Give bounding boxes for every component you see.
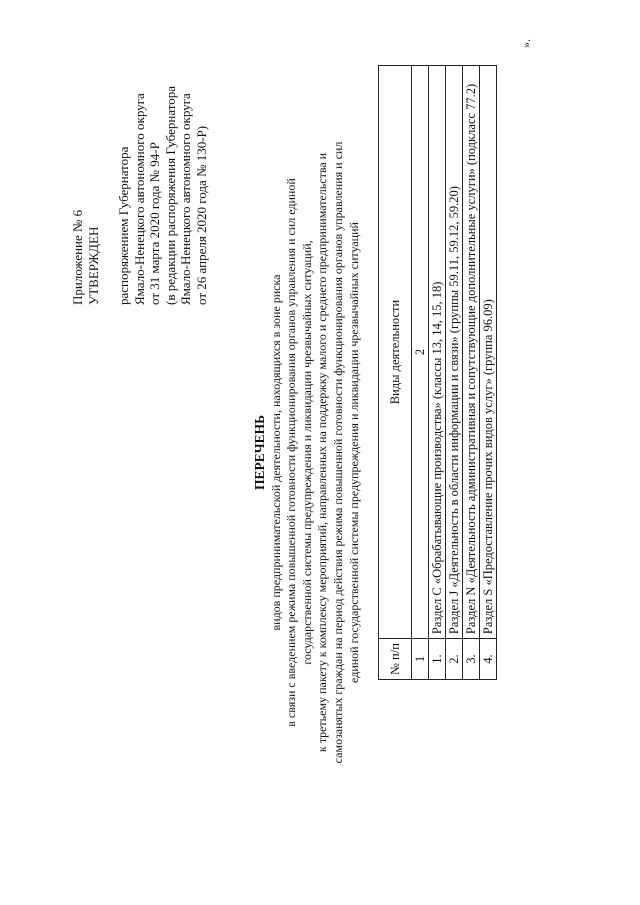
table-header-row	[379, 66, 412, 680]
subtitle-line: самозанятых граждан на период действия режима повышенной готовности функционирования органов управления и сил	[330, 141, 345, 764]
index-number: 1	[412, 639, 429, 680]
approval-stamp	[70, 86, 209, 305]
title-block	[252, 50, 362, 855]
closing-quote: ».	[519, 39, 533, 48]
activities-table	[378, 65, 497, 680]
subtitle-line: единой государственной системы предупреждения и ликвидации чрезвычайных ситуаций	[346, 222, 361, 683]
document-title: ПЕРЕЧЕНЬ	[252, 414, 267, 491]
decree-line: (в редакции распоряжения Губернатора	[162, 85, 178, 305]
approved-label: УТВЕРЖДЕН	[85, 226, 101, 305]
subtitle-line: в связи с введением режима повышенной готовности функционирования органов управления и сил единой	[284, 178, 299, 727]
row-activity: Раздел N «Деятельность административная и сопутствующие дополнительные услуги» (подкласс 77.2)	[463, 66, 480, 639]
header-number: № п/п	[379, 639, 412, 680]
table-row	[429, 66, 446, 680]
table-index-row	[412, 66, 429, 680]
table-row	[480, 66, 497, 680]
row-number: 3.	[463, 639, 480, 680]
decree-line: от 31 марта 2020 года № 94-Р	[147, 142, 162, 305]
decree-line: от 26 апреля 2020 года № 130-Р)	[193, 125, 209, 305]
index-activity: 2	[412, 66, 429, 639]
subtitle-line: видов предпринимательской деятельности, находящихся в зоне риска	[268, 274, 283, 631]
header-activity: Виды деятельности	[379, 66, 412, 639]
row-activity: Раздел J «Деятельность в области информации и связи» (группы 59.11, 59.12, 59.20)	[446, 66, 463, 639]
subtitle-line: государственной системы предупреждения и ликвидации чрезвычайных ситуаций,	[299, 240, 314, 665]
row-number: 1.	[429, 639, 446, 680]
row-number: 2.	[446, 639, 463, 680]
decree-line: Ямало-Ненецкого автономного округа	[131, 93, 147, 305]
row-activity: Раздел S «Предоставление прочих видов услуг» (группа 96.09)	[480, 66, 497, 639]
subtitle-line: к третьему пакету к комплексу мероприятий, направленных на поддержку малого и среднего предпринимательства и	[315, 152, 330, 753]
table-row	[446, 66, 463, 680]
stamp-spacer	[101, 86, 116, 305]
table-row	[463, 66, 480, 680]
row-number: 4.	[480, 639, 497, 680]
decree-line: распоряжением Губернатора	[116, 146, 131, 305]
row-activity: Раздел C «Обрабатывающие производства» (классы 13, 14, 15, 18)	[429, 66, 446, 639]
appendix-number: Приложение № 6	[70, 209, 85, 305]
decree-line: Ямало-Ненецкого автономного округа	[178, 93, 193, 305]
